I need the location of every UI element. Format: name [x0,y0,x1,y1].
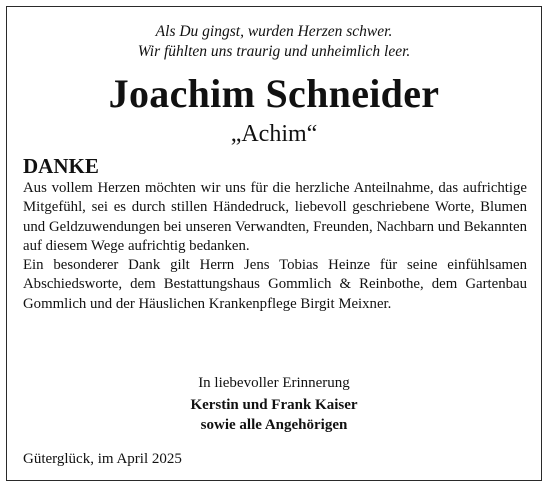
poem-line-1: Als Du gingst, wurden Herzen schwer. [155,23,393,40]
closing-intro: In liebevoller Erinnerung [198,375,350,391]
closing-relatives: sowie alle Angehörigen [200,417,348,433]
thanks-paragraph-2: Ein besonderer Dank gilt Herrn Jens Tobias Heinze für seine einfühlsamen Abschiedsworte, dem Bestattungshaus Gommlich & Reinbothe, dem Gartenbau Gommlich und der Häuslichen Krankenpflege Birgit Meixner. [23,257,527,312]
deceased-nickname: „Achim“ [230,121,318,147]
deceased-name: Joachim Schneider [108,71,440,116]
thanks-paragraph-1: Aus vollem Herzen möchten wir uns für die herzliche Anteilnahme, das aufrichtige Mitgefühl, sei es durch stillen Händedruck, liebevoll geschriebene Worte, Blumen und Geldzuwendungen bei unseren Verwandten, Freunden, Nachbarn und Bekannten auf diesem Wege aufrichtig bedanken. [23,180,527,254]
place-and-date: Güterglück, im April 2025 [23,451,182,467]
thanks-heading: DANKE [23,154,99,178]
thanks-text [23,179,527,314]
closing-family-names: Kerstin und Frank Kaiser [190,397,358,413]
poem-line-2: Wir fühlten uns traurig und unheimlich leer. [137,43,411,60]
